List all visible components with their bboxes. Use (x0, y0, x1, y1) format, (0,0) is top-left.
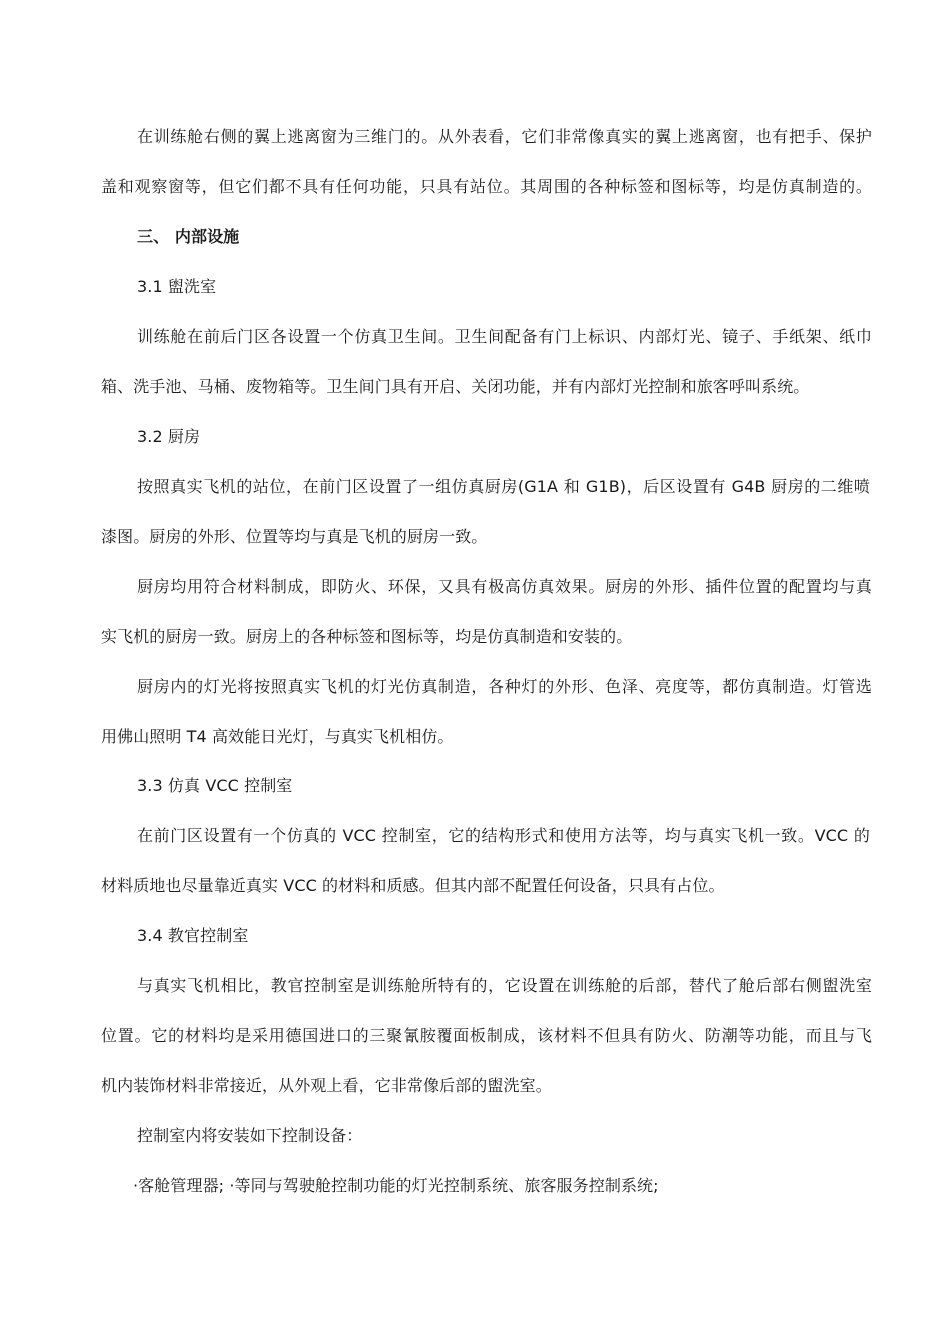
list-item: ·客舱管理器; ·等同与驾驶舱控制功能的灯光控制系统、旅客服务控制系统; (133, 1176, 659, 1195)
paragraph-line: 按照真实飞机的站位，在前门区设置了一组仿真厨房(G1A 和 G1B)，后区设置有 G4B 厨房的二维喷 (137, 477, 870, 496)
paragraph-line: 漆图。厨房的外形、位置等均与真是飞机的厨房一致。 (101, 527, 488, 546)
paragraph-line: 机内装饰材料非常接近，从外观上看，它非常像后部的盥洗室。 (101, 1076, 552, 1095)
paragraph-line: 在训练舱右侧的翼上逃离窗为三维门的。从外表看，它们非常像真实的翼上逃离窗，也有把手、保护 (137, 127, 872, 146)
subsection-heading: 3.4 教官控制室 (137, 926, 249, 945)
paragraph-line: 厨房内的灯光将按照真实飞机的灯光仿真制造，各种灯的外形、色泽、亮度等，都仿真制造。灯管选 (137, 677, 872, 696)
paragraph-line: 训练舱在前后门区各设置一个仿真卫生间。卫生间配备有门上标识、内部灯光、镜子、手纸架、纸巾 (137, 327, 872, 346)
paragraph-line: 控制室内将安装如下控制设备： (137, 1126, 363, 1145)
paragraph-line: 位置。它的材料均是采用德国进口的三聚氰胺覆面板制成，该材料不但具有防火、防潮等功能，而且与飞 (101, 1026, 872, 1045)
subsection-heading: 3.1 盥洗室 (137, 277, 217, 296)
subsection-heading: 3.3 仿真 VCC 控制室 (137, 776, 293, 795)
paragraph-line: 与真实飞机相比，教官控制室是训练舱所特有的，它设置在训练舱的后部，替代了舱后部右侧盥洗室 (137, 976, 872, 995)
section-heading: 三、 内部设施 (137, 227, 240, 246)
subsection-heading: 3.2 厨房 (137, 427, 201, 446)
paragraph-line: 用佛山照明 T4 高效能日光灯，与真实飞机相仿。 (101, 727, 454, 746)
paragraph-line: 实飞机的厨房一致。厨房上的各种标签和图标等，均是仿真制造和安装的。 (101, 627, 633, 646)
paragraph-line: 在前门区设置有一个仿真的 VCC 控制室，它的结构形式和使用方法等，均与真实飞机一致。VCC 的 (137, 826, 870, 845)
paragraph-line: 盖和观察窗等，但它们都不具有任何功能，只具有站位。其周围的各种标签和图标等，均是仿真制造的。 (101, 177, 872, 196)
paragraph-line: 厨房均用符合材料制成，即防火、环保，又具有极高仿真效果。厨房的外形、插件位置的配置均与真 (137, 577, 872, 596)
paragraph-line: 材料质地也尽量靠近真实 VCC 的材料和质感。但其内部不配置任何设备，只具有占位。 (101, 876, 725, 895)
paragraph-line: 箱、洗手池、马桶、废物箱等。卫生间门具有开启、关闭功能，并有内部灯光控制和旅客呼叫系统。 (101, 377, 810, 396)
